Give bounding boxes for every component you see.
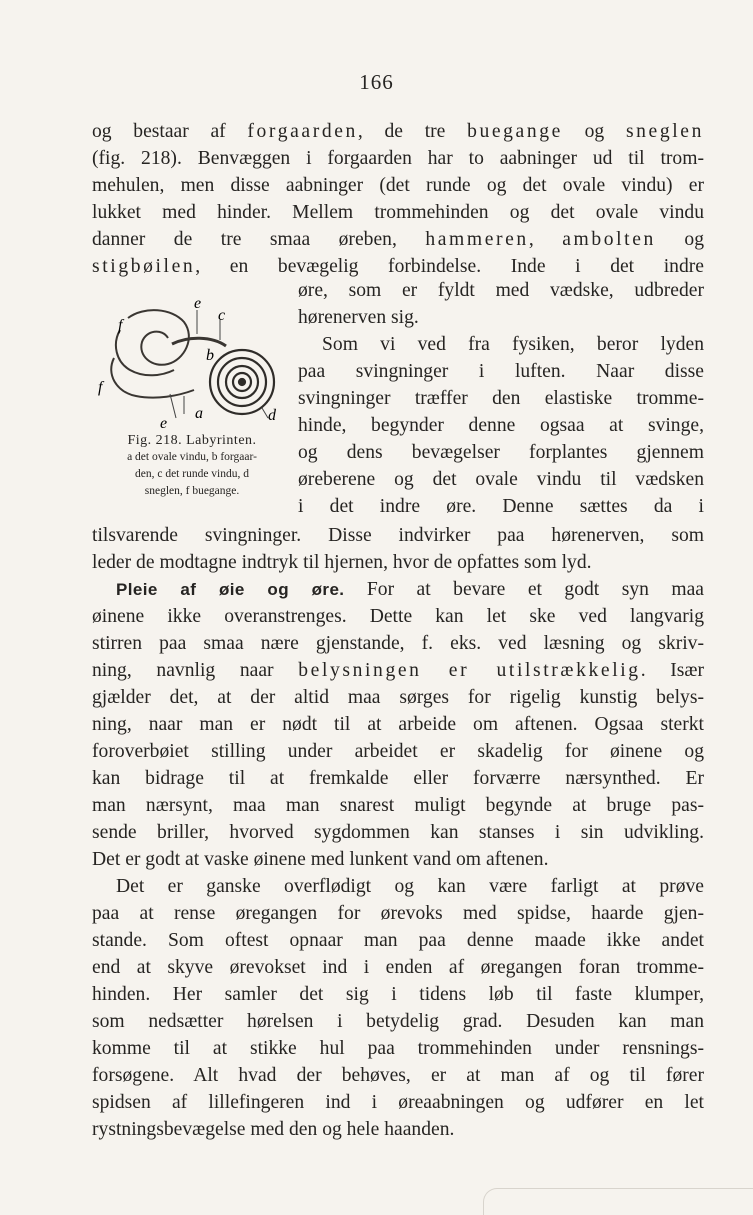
text-line: sende briller, hvorved sygdommen kan stanses i sin udvikling. bbox=[92, 822, 704, 843]
text-run: , en bevægelig forbindelse. Inde i det indre bbox=[195, 256, 704, 277]
text-line bbox=[92, 253, 704, 280]
figure-caption bbox=[92, 432, 292, 500]
text-line: Som vi ved fra fysiken, beror lyden bbox=[322, 334, 704, 355]
text-run: . Især bbox=[640, 660, 705, 681]
spaced-term-ambolten: ambolten bbox=[562, 229, 656, 250]
figure-caption-line: sneglen, f buegange. bbox=[144, 485, 240, 497]
text-line: komme til at stikke hul paa trommehinden under rensnings- bbox=[92, 1038, 704, 1059]
text-line: stande. Som oftest opnaar man paa denne maade ikke andet bbox=[92, 930, 704, 951]
text-line bbox=[92, 118, 704, 145]
text-line: Det er ganske overflødigt og kan være farligt at prøve bbox=[116, 876, 704, 897]
text-run: danner de tre smaa øreben, bbox=[92, 229, 426, 250]
text-line: øreberene og det ovale vindu til vædsken bbox=[298, 469, 704, 490]
section-heading: Pleie af øie og øre. bbox=[116, 580, 345, 599]
text-line: lukket med hinder. Mellem trommehinden og det ovale vindu bbox=[92, 202, 704, 223]
text-line: end at skyve ørevokset ind i enden af øregangen foran tromme- bbox=[92, 957, 704, 978]
text-line: ning, naar man er nødt til at arbeide om aftenen. Ogsaa sterkt bbox=[92, 714, 704, 735]
figure-label-e-top: e bbox=[194, 300, 202, 312]
label-leaders bbox=[170, 310, 268, 418]
figure-label-a: a bbox=[195, 405, 203, 422]
vestibule bbox=[172, 338, 226, 346]
paragraph-intro bbox=[92, 118, 704, 280]
text-line: øinene ikke overanstrenges. Dette kan let ske ved langvarig bbox=[92, 606, 704, 627]
spaced-term-stigboilen: stigbøilen bbox=[92, 256, 196, 277]
text-line: hørenerven sig. bbox=[298, 307, 419, 328]
semicircular-canal bbox=[128, 310, 189, 365]
text-run: og bestaar af bbox=[92, 121, 248, 142]
cochlea bbox=[210, 350, 274, 414]
text-line: stirren paa smaa nære gjenstande, f. eks. ved læsning og skriv- bbox=[92, 633, 704, 654]
text-line: øre, som er fyldt med vædske, udbreder bbox=[298, 280, 704, 301]
page-number: 166 bbox=[359, 70, 394, 94]
text-run: For at bevare et godt syn maa bbox=[344, 579, 704, 600]
text-line: paa svingninger i luften. Naar disse bbox=[298, 361, 704, 382]
text-line: leder de modtagne indtryk til hjernen, hvor de opfattes som lyd. bbox=[92, 552, 592, 573]
text-line: som nedsætter hørelsen i betydelig grad. Desuden kan man bbox=[92, 1011, 704, 1032]
cochlea-apex bbox=[239, 379, 245, 385]
spaced-term-sneglen: sneglen bbox=[625, 121, 704, 142]
spaced-term-belysningen: belysningen er utilstrækkelig bbox=[298, 660, 641, 681]
figure-label-e-bottom: e bbox=[160, 415, 168, 430]
text-run: ning, navnlig naar bbox=[92, 660, 299, 681]
labyrinth-illustration bbox=[92, 300, 292, 430]
text-run: og bbox=[655, 229, 704, 250]
figure-label-c: c bbox=[218, 307, 226, 324]
spaced-term-forgaarden: forgaarden bbox=[247, 121, 358, 142]
text-line bbox=[92, 576, 704, 603]
paragraph-beside-figure bbox=[298, 277, 704, 520]
spaced-term-buegange: buegange bbox=[467, 121, 563, 142]
text-line: gjælder det, at der altid maa sørges for rigelig kunstig belys- bbox=[92, 687, 704, 708]
text-line: og dens bevægelser forplantes gjennem bbox=[298, 442, 704, 463]
text-run: , de tre bbox=[357, 121, 468, 142]
text-line bbox=[92, 657, 704, 684]
text-line: svingninger træffer den elastiske tromme- bbox=[298, 388, 704, 409]
text-run: , bbox=[528, 229, 563, 250]
spaced-term-hammeren: hammeren bbox=[425, 229, 529, 250]
page-corner-mark bbox=[483, 1188, 753, 1215]
figure-caption-line: den, c det runde vindu, d bbox=[134, 468, 249, 480]
text-line: rystningsbevægelse med den og hele haanden. bbox=[92, 1119, 455, 1140]
paragraph-main bbox=[92, 522, 704, 1143]
figure-label-f-left: f bbox=[98, 379, 103, 396]
text-line: i det indre øre. Denne sættes da i bbox=[298, 496, 704, 517]
text-line: foroverbøiet stilling under arbeidet er skadelig for øinene og bbox=[92, 741, 704, 762]
text-line: spidsen af lillefingeren ind i øreaabningen og udfører en let bbox=[92, 1092, 704, 1113]
figure-caption-title: Fig. 218. Labyrinten. bbox=[127, 433, 257, 448]
text-line: mehulen, men disse aabninger (det runde og det ovale vindu) er bbox=[92, 175, 704, 196]
text-line: (fig. 218). Benvæggen i forgaarden har to aabninger ud til trom- bbox=[92, 148, 704, 169]
figure-label-b: b bbox=[206, 347, 214, 364]
text-line bbox=[92, 226, 704, 253]
text-line: hinden. Her samler det sig i tidens løb til faste klumper, bbox=[92, 984, 704, 1005]
text-line: forsøgene. Alt hvad der behøves, er at man af og til fører bbox=[92, 1065, 704, 1086]
figure-label-f-top: f bbox=[118, 317, 123, 334]
text-line: man nærsynt, maa man snarest muligt begynde at bruge pas- bbox=[92, 795, 704, 816]
text-line: hinde, begynder denne ogsaa at svinge, bbox=[298, 415, 704, 436]
text-line: paa at rense øregangen for ørevoks med spidse, haarde gjen- bbox=[92, 903, 704, 924]
text-line: kan bidrage til at fremkalde eller forværre nærsynthed. Er bbox=[92, 768, 704, 789]
text-run: og bbox=[562, 121, 626, 142]
text-line: Det er godt at vaske øinene med lunkent vand om aftenen. bbox=[92, 849, 549, 870]
leader-line bbox=[170, 394, 176, 418]
figure-label-d: d bbox=[268, 407, 276, 424]
labyrinth-figure bbox=[92, 300, 292, 510]
text-line: tilsvarende svingninger. Disse indvirker paa hørenerven, som bbox=[92, 525, 704, 546]
figure-caption-line: a det ovale vindu, b forgaar- bbox=[127, 451, 257, 463]
